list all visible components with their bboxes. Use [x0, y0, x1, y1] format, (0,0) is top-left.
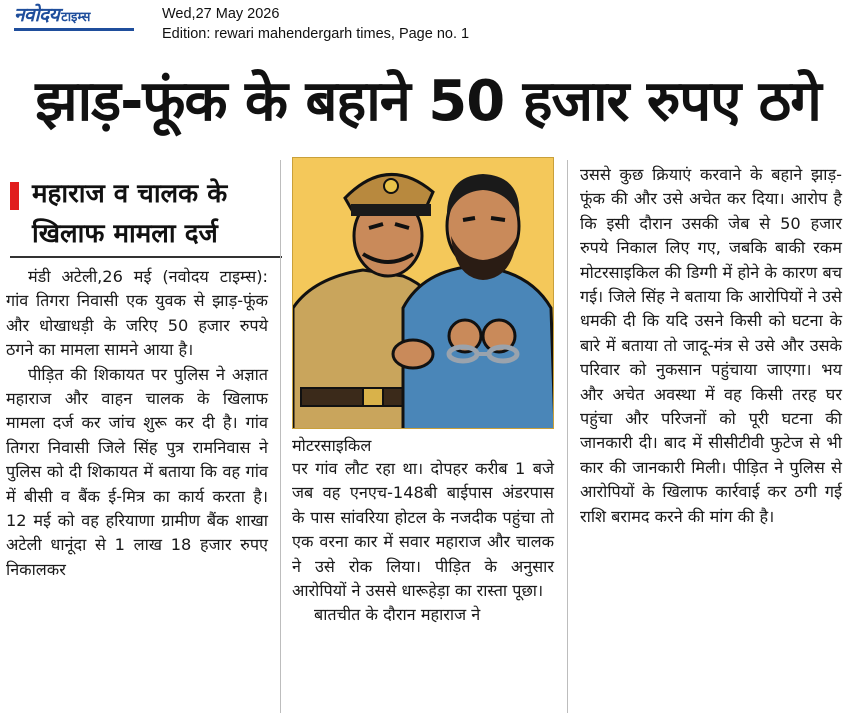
column-divider — [567, 160, 568, 713]
column-divider — [280, 160, 281, 713]
logo-underline — [14, 28, 134, 31]
newspaper-logo[interactable] — [14, 6, 90, 25]
edition-info — [162, 4, 469, 44]
subhead-marker — [10, 182, 19, 210]
logo-main-text: नवोदय — [14, 4, 60, 26]
logo-sub-text: टाइम्स — [61, 10, 91, 25]
edition-name: Edition: rewari mahendergarh times, Page no. 1 — [162, 26, 470, 42]
article-column-3 — [580, 163, 842, 529]
masthead — [0, 0, 856, 50]
article-paragraph: मंडी अटेली,26 मई (नवोदय टाइम्स): गांव तिगरा निवासी एक युवक से झाड़-फूंक और धोखाधड़ी के जरिए 50 हजार रुपये ठगने का मामला सामने आया है। — [6, 267, 268, 360]
edition-date: Wed,27 May 2026 — [162, 6, 280, 22]
column-2-first-line: मोटरसाइकिल — [292, 436, 372, 455]
subhead-text: महाराज व चालक के खिलाफ मामला दर्ज — [32, 179, 228, 249]
article-paragraph: उससे कुछ क्रियाएं करवाने के बहाने झाड़-फूंक की और उसे अचेत कर दिया। आरोप है कि इसी दौरान उसकी जेब से 50 हजार रुपये निकाल लिए गए, जबकि बाकी रकम मोटरसाइकिल की डिग्गी में होने के कारण बच गई। जिले सिंह ने बताया कि आरोपियों ने उसे धमकी दी कि यदि उसने किसी को घटना के बारे में बताया तो जादू-मंत्र से उसे और उसके परिवार को नुकसान पहुंचाया जाएगा। भय और अचेत अवस्था में वह किसी तरह घर पहुंचा और परिजनों को पूरी घटना की जानकारी दी। बाद में सीसीटीवी फुटेज से भी कार की जानकारी मिली। पीड़ित ने पुलिस से आरोपियों के खिलाफ कार्रवाई कर ठगी गई राशि बरामद करने की मांग की है। — [580, 165, 842, 526]
police-arrest-illustration — [293, 158, 554, 429]
article-paragraph: बातचीत के दौरान महाराज ने — [314, 605, 481, 625]
subhead-divider — [10, 256, 282, 258]
article-paragraph: पर गांव लौट रहा था। दोपहर करीब 1 बजे जब वह एनएच-148बी बाईपास अंडरपास के पास सांवरिया होटल के नजदीक पहुंचा तो एक वरना कार में सवार महाराज और चालक ने उसे रोक लिया। पीड़ित के अनुसार आरोपियों ने उससे धारूहेड़ा का रास्ता पूछा। — [292, 459, 554, 601]
article-paragraph: पीड़ित की शिकायत पर पुलिस ने अज्ञात महाराज और वाहन चालक के खिलाफ मामला दर्ज कर जांच शुरू कर दी है। गांव तिगरा निवासी जिले सिंह पुत्र रामनिवास ने पुलिस को दी शिकायत में बताया कि वह गांव में बीसी व बैंक ई-मित्र का कार्य करता है। 12 मई को वह हरियाणा ग्रामीण बैंक शाखा अटेली धानूंदा से 1 लाख 18 हजार रुपए निकालकर — [6, 364, 268, 579]
article-column-1 — [6, 265, 268, 582]
article-headline: झाड़-फूंक के बहाने 50 हजार रुपए ठगे — [35, 69, 821, 134]
article-column-2 — [292, 457, 554, 628]
article-photo[interactable] — [292, 157, 554, 429]
